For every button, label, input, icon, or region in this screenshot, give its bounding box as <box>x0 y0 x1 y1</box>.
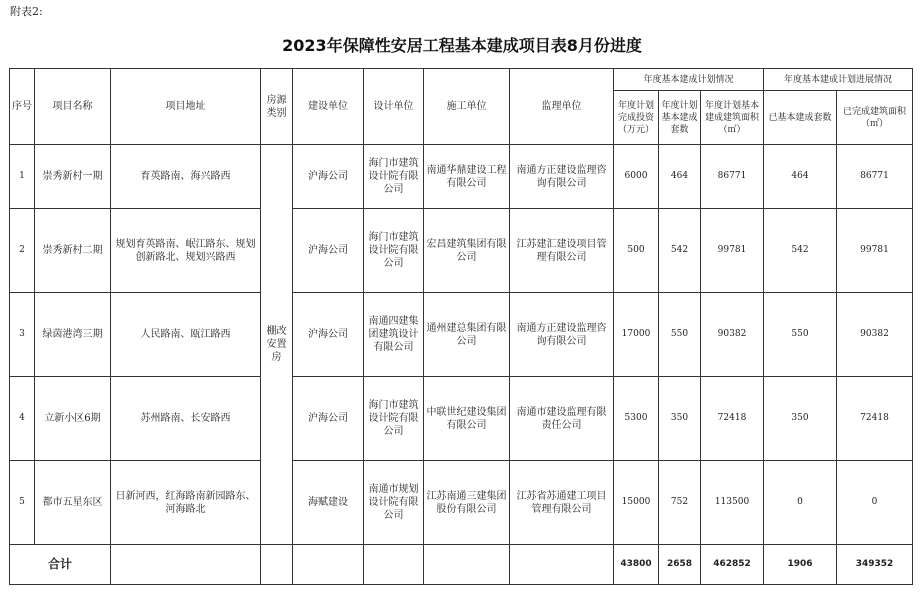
row-project-address: 日新河西，红海路南新园路东、河海路北 <box>111 461 261 545</box>
table-row <box>10 377 913 461</box>
header-done-area: 已完成建筑面积（㎡） <box>837 91 913 145</box>
table-row <box>10 145 913 209</box>
row-designer: 南通四建集团建筑设计有限公司 <box>364 293 424 377</box>
row-project-name: 崇秀新村一期 <box>35 145 111 209</box>
row-supervisor: 江苏建汇建设项目管理有限公司 <box>510 209 614 293</box>
row-supervisor: 江苏省苏通建工项目管理有限公司 <box>510 461 614 545</box>
row-done-units: 464 <box>764 145 837 209</box>
row-designer: 海门市建筑设计院有限公司 <box>364 209 424 293</box>
row-plan-area: 99781 <box>701 209 764 293</box>
progress-table <box>9 68 913 585</box>
row-plan-units: 550 <box>659 293 701 377</box>
empty-cell <box>293 545 364 585</box>
row-done-area: 86771 <box>837 145 913 209</box>
row-done-area: 72418 <box>837 377 913 461</box>
row-constructor: 宏昌建筑集团有限公司 <box>424 209 510 293</box>
row-done-units: 350 <box>764 377 837 461</box>
header-project-name: 项目名称 <box>35 69 111 145</box>
row-project-address: 育英路南、海兴路西 <box>111 145 261 209</box>
row-designer: 海门市建筑设计院有限公司 <box>364 145 424 209</box>
row-done-area: 99781 <box>837 209 913 293</box>
header-seq: 序号 <box>10 69 35 145</box>
annex-label: 附表2: <box>10 5 43 18</box>
row-builder: 沪海公司 <box>293 377 364 461</box>
header-housing-type: 房源类别 <box>261 69 293 145</box>
total-plan-invest: 43800 <box>614 545 659 585</box>
totals-row <box>10 545 913 585</box>
header-constructor: 施工单位 <box>424 69 510 145</box>
empty-cell <box>261 545 293 585</box>
row-plan-units: 542 <box>659 209 701 293</box>
row-seq: 5 <box>10 461 35 545</box>
row-plan-invest: 15000 <box>614 461 659 545</box>
header-plan-invest: 年度计划完成投资（万元） <box>614 91 659 145</box>
row-plan-area: 90382 <box>701 293 764 377</box>
row-seq: 3 <box>10 293 35 377</box>
page-title: 2023年保障性安居工程基本建成项目表8月份进度 <box>282 36 642 55</box>
row-plan-invest: 500 <box>614 209 659 293</box>
total-plan-area: 462852 <box>701 545 764 585</box>
row-done-area: 90382 <box>837 293 913 377</box>
row-plan-units: 464 <box>659 145 701 209</box>
row-plan-invest: 5300 <box>614 377 659 461</box>
row-project-name: 崇秀新村二期 <box>35 209 111 293</box>
row-plan-area: 113500 <box>701 461 764 545</box>
header-plan-area: 年度计划基本建成建筑面积（㎡） <box>701 91 764 145</box>
table-row <box>10 293 913 377</box>
row-supervisor: 南通市建设监理有限责任公司 <box>510 377 614 461</box>
table-row <box>10 461 913 545</box>
header-builder: 建设单位 <box>293 69 364 145</box>
row-project-address: 规划育英路南、岷江路东、规划创新路北、规划兴路西 <box>111 209 261 293</box>
row-plan-invest: 17000 <box>614 293 659 377</box>
row-designer: 海门市建筑设计院有限公司 <box>364 377 424 461</box>
row-project-address: 人民路南、瓯江路西 <box>111 293 261 377</box>
empty-cell <box>424 545 510 585</box>
row-project-address: 苏州路南、长安路西 <box>111 377 261 461</box>
header-done-units: 已基本建成套数 <box>764 91 837 145</box>
header-supervisor: 监理单位 <box>510 69 614 145</box>
row-builder: 海赋建设 <box>293 461 364 545</box>
row-done-area: 0 <box>837 461 913 545</box>
row-plan-invest: 6000 <box>614 145 659 209</box>
row-plan-area: 72418 <box>701 377 764 461</box>
row-builder: 沪海公司 <box>293 145 364 209</box>
header-plan-group: 年度基本建成计划情况 <box>614 69 764 91</box>
row-done-units: 0 <box>764 461 837 545</box>
row-done-units: 542 <box>764 209 837 293</box>
row-constructor: 南通华鼎建设工程有限公司 <box>424 145 510 209</box>
row-constructor: 中联世纪建设集团有限公司 <box>424 377 510 461</box>
row-supervisor: 南通方正建设监理咨询有限公司 <box>510 293 614 377</box>
row-builder: 沪海公司 <box>293 293 364 377</box>
row-plan-area: 86771 <box>701 145 764 209</box>
total-done-units: 1906 <box>764 545 837 585</box>
empty-cell <box>364 545 424 585</box>
total-plan-units: 2658 <box>659 545 701 585</box>
header-progress-group: 年度基本建成计划进展情况 <box>764 69 913 91</box>
row-designer: 南通市规划设计院有限公司 <box>364 461 424 545</box>
row-plan-units: 350 <box>659 377 701 461</box>
header-project-address: 项目地址 <box>111 69 261 145</box>
row-seq: 1 <box>10 145 35 209</box>
row-constructor: 江苏南通三建集团股份有限公司 <box>424 461 510 545</box>
row-project-name: 绿茵港湾三期 <box>35 293 111 377</box>
empty-cell <box>111 545 261 585</box>
housing-type-cell: 棚改安置房 <box>261 145 293 545</box>
row-project-name: 立新小区6期 <box>35 377 111 461</box>
row-plan-units: 752 <box>659 461 701 545</box>
total-done-area: 349352 <box>837 545 913 585</box>
row-done-units: 550 <box>764 293 837 377</box>
row-builder: 沪海公司 <box>293 209 364 293</box>
totals-label: 合计 <box>10 545 111 585</box>
empty-cell <box>510 545 614 585</box>
row-project-name: 都市五星东区 <box>35 461 111 545</box>
row-supervisor: 南通方正建设监理咨询有限公司 <box>510 145 614 209</box>
header-designer: 设计单位 <box>364 69 424 145</box>
table-row <box>10 209 913 293</box>
row-seq: 2 <box>10 209 35 293</box>
row-constructor: 通州建总集团有限公司 <box>424 293 510 377</box>
header-plan-units: 年度计划基本建成套数 <box>659 91 701 145</box>
row-seq: 4 <box>10 377 35 461</box>
